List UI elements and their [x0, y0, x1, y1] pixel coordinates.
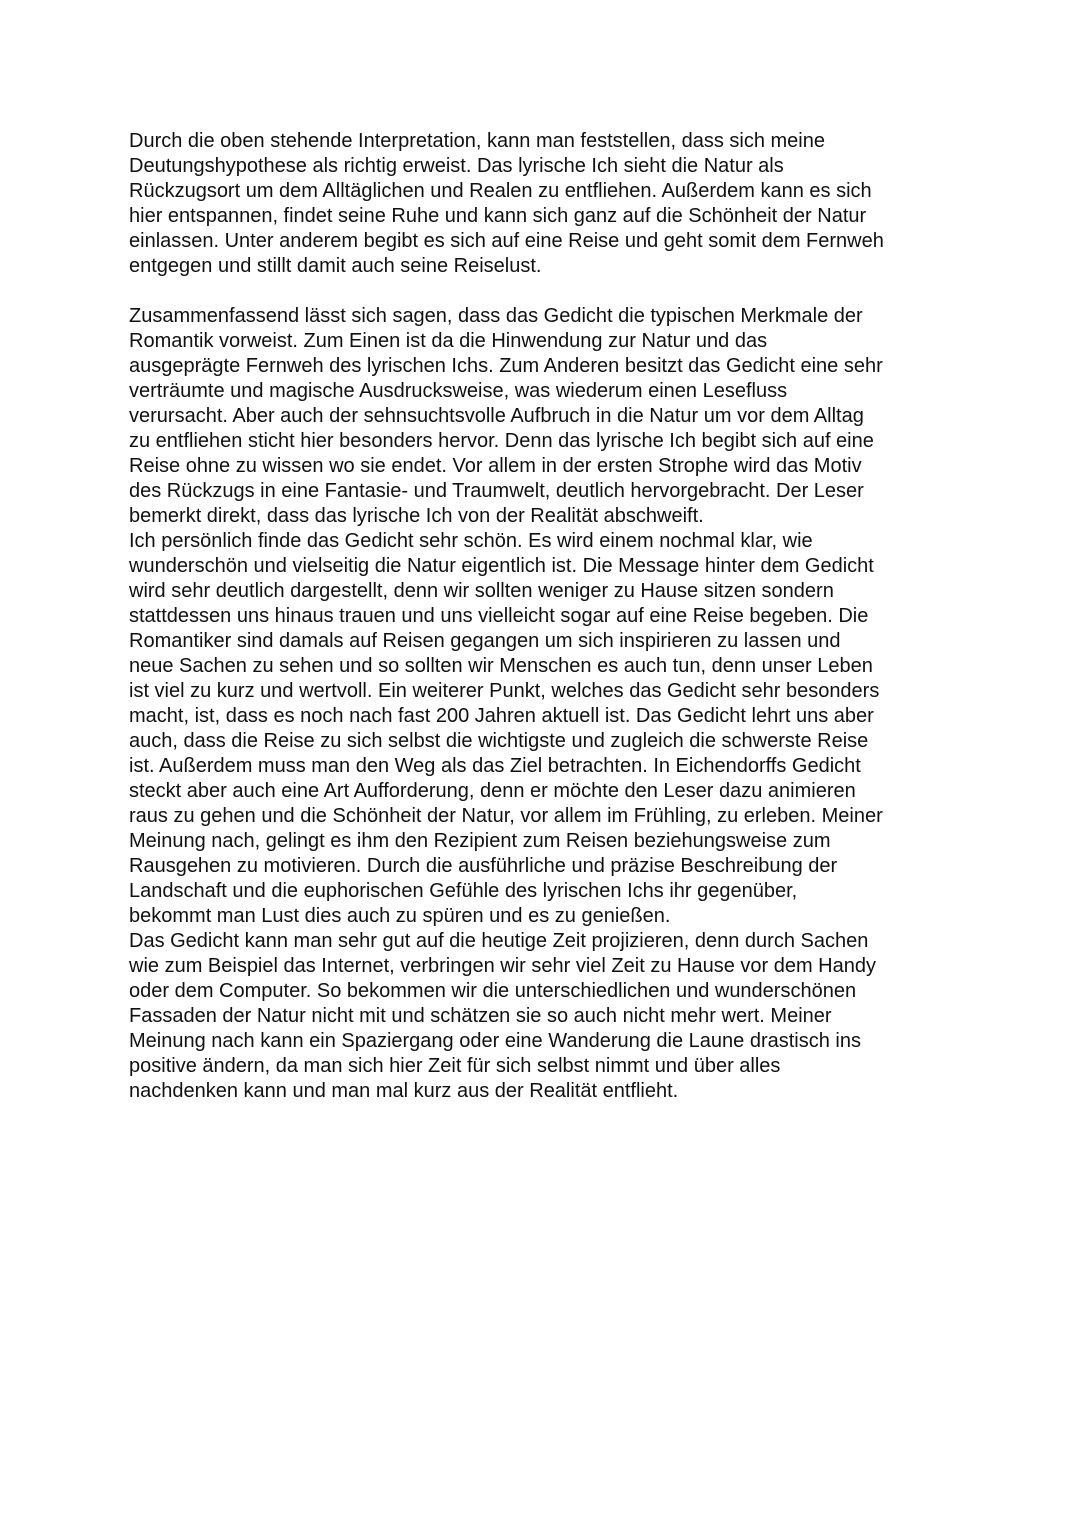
text-line: Romantiker sind damals auf Reisen gegangen um sich inspirieren zu lassen und: [129, 630, 841, 652]
text-line: Zusammenfassend lässt sich sagen, dass das Gedicht die typischen Merkmale der: [129, 305, 863, 327]
text-line: neue Sachen zu sehen und so sollten wir Menschen es auch tun, denn unser Leben: [129, 655, 873, 677]
text-line: stattdessen uns hinaus trauen und uns vielleicht sogar auf eine Reise begeben. Die: [129, 605, 869, 627]
text-line: macht, ist, dass es noch nach fast 200 Jahren aktuell ist. Das Gedicht lehrt uns aber: [129, 705, 874, 727]
text-line: Landschaft und die euphorischen Gefühle des lyrischen Ichs ihr gegenüber,: [129, 880, 798, 902]
text-line: verursacht. Aber auch der sehnsuchtsvolle Aufbruch in die Natur um vor dem Alltag: [129, 405, 864, 427]
text-line: des Rückzugs in eine Fantasie- und Traumwelt, deutlich hervorgebracht. Der Leser: [129, 480, 864, 502]
text-line: Deutungshypothese als richtig erweist. Das lyrische Ich sieht die Natur als: [129, 155, 784, 177]
text-line: oder dem Computer. So bekommen wir die unterschiedlichen und wunderschönen: [129, 980, 857, 1002]
text-line: raus zu gehen und die Schönheit der Natur, vor allem im Frühling, zu erleben. Meiner: [129, 805, 883, 827]
text-line: verträumte und magische Ausdrucksweise, was wiederum einen Lesefluss: [129, 380, 788, 402]
text-line: Fassaden der Natur nicht mit und schätzen sie so auch nicht mehr wert. Meiner: [129, 1005, 832, 1027]
text-line: Rausgehen zu motivieren. Durch die ausführliche und präzise Beschreibung der: [129, 855, 838, 877]
paragraph-conclusion-hypothesis: [129, 129, 964, 279]
text-line: ist. Außerdem muss man den Weg als das Ziel betrachten. In Eichendorffs Gedicht: [129, 755, 861, 777]
text-line: hier entspannen, findet seine Ruhe und kann sich ganz auf die Schönheit der Natur: [129, 205, 867, 227]
text-line: positive ändern, da man sich hier Zeit für sich selbst nimmt und über alles: [129, 1055, 781, 1077]
text-line: Reise ohne zu wissen wo sie endet. Vor allem in der ersten Strophe wird das Motiv: [129, 455, 862, 477]
text-line: auch, dass die Reise zu sich selbst die wichtigste und zugleich die schwerste Reise: [129, 730, 869, 752]
text-line: zu entfliehen sticht hier besonders hervor. Denn das lyrische Ich begibt sich auf eine: [129, 430, 874, 452]
text-line: steckt aber auch eine Art Aufforderung, denn er möchte den Leser dazu animieren: [129, 780, 856, 802]
text-line: wunderschön und vielseitig die Natur eigentlich ist. Die Message hinter dem Gedicht: [129, 555, 874, 577]
paragraph-summary-opinion: [129, 304, 964, 1104]
text-line: Ich persönlich finde das Gedicht sehr schön. Es wird einem nochmal klar, wie: [129, 530, 813, 552]
text-line: wird sehr deutlich dargestellt, denn wir sollten weniger zu Hause sitzen sondern: [129, 580, 834, 602]
text-line: ist viel zu kurz und wertvoll. Ein weiterer Punkt, welches das Gedicht sehr besonders: [129, 680, 880, 702]
text-line: Meinung nach kann ein Spaziergang oder eine Wanderung die Laune drastisch ins: [129, 1030, 861, 1052]
text-line: Das Gedicht kann man sehr gut auf die heutige Zeit projizieren, denn durch Sachen: [129, 930, 869, 952]
text-line: Romantik vorweist. Zum Einen ist da die Hinwendung zur Natur und das: [129, 330, 768, 352]
text-line: Rückzugsort um dem Alltäglichen und Realen zu entfliehen. Außerdem kann es sich: [129, 180, 872, 202]
text-line: Meinung nach, gelingt es ihm den Rezipient zum Reisen beziehungsweise zum: [129, 830, 831, 852]
text-line: wie zum Beispiel das Internet, verbringen wir sehr viel Zeit zu Hause vor dem Handy: [129, 955, 876, 977]
text-line: bemerkt direkt, dass das lyrische Ich von der Realität abschweift.: [129, 505, 704, 527]
text-line: ausgeprägte Fernweh des lyrischen Ichs. Zum Anderen besitzt das Gedicht eine sehr: [129, 355, 883, 377]
text-line: entgegen und stillt damit auch seine Reiselust.: [129, 255, 542, 277]
text-line: nachdenken kann und man mal kurz aus der Realität entflieht.: [129, 1080, 679, 1102]
text-line: bekommt man Lust dies auch zu spüren und es zu genießen.: [129, 905, 671, 927]
text-line: einlassen. Unter anderem begibt es sich auf eine Reise und geht somit dem Fernweh: [129, 230, 884, 252]
text-line: Durch die oben stehende Interpretation, kann man feststellen, dass sich meine: [129, 130, 825, 152]
